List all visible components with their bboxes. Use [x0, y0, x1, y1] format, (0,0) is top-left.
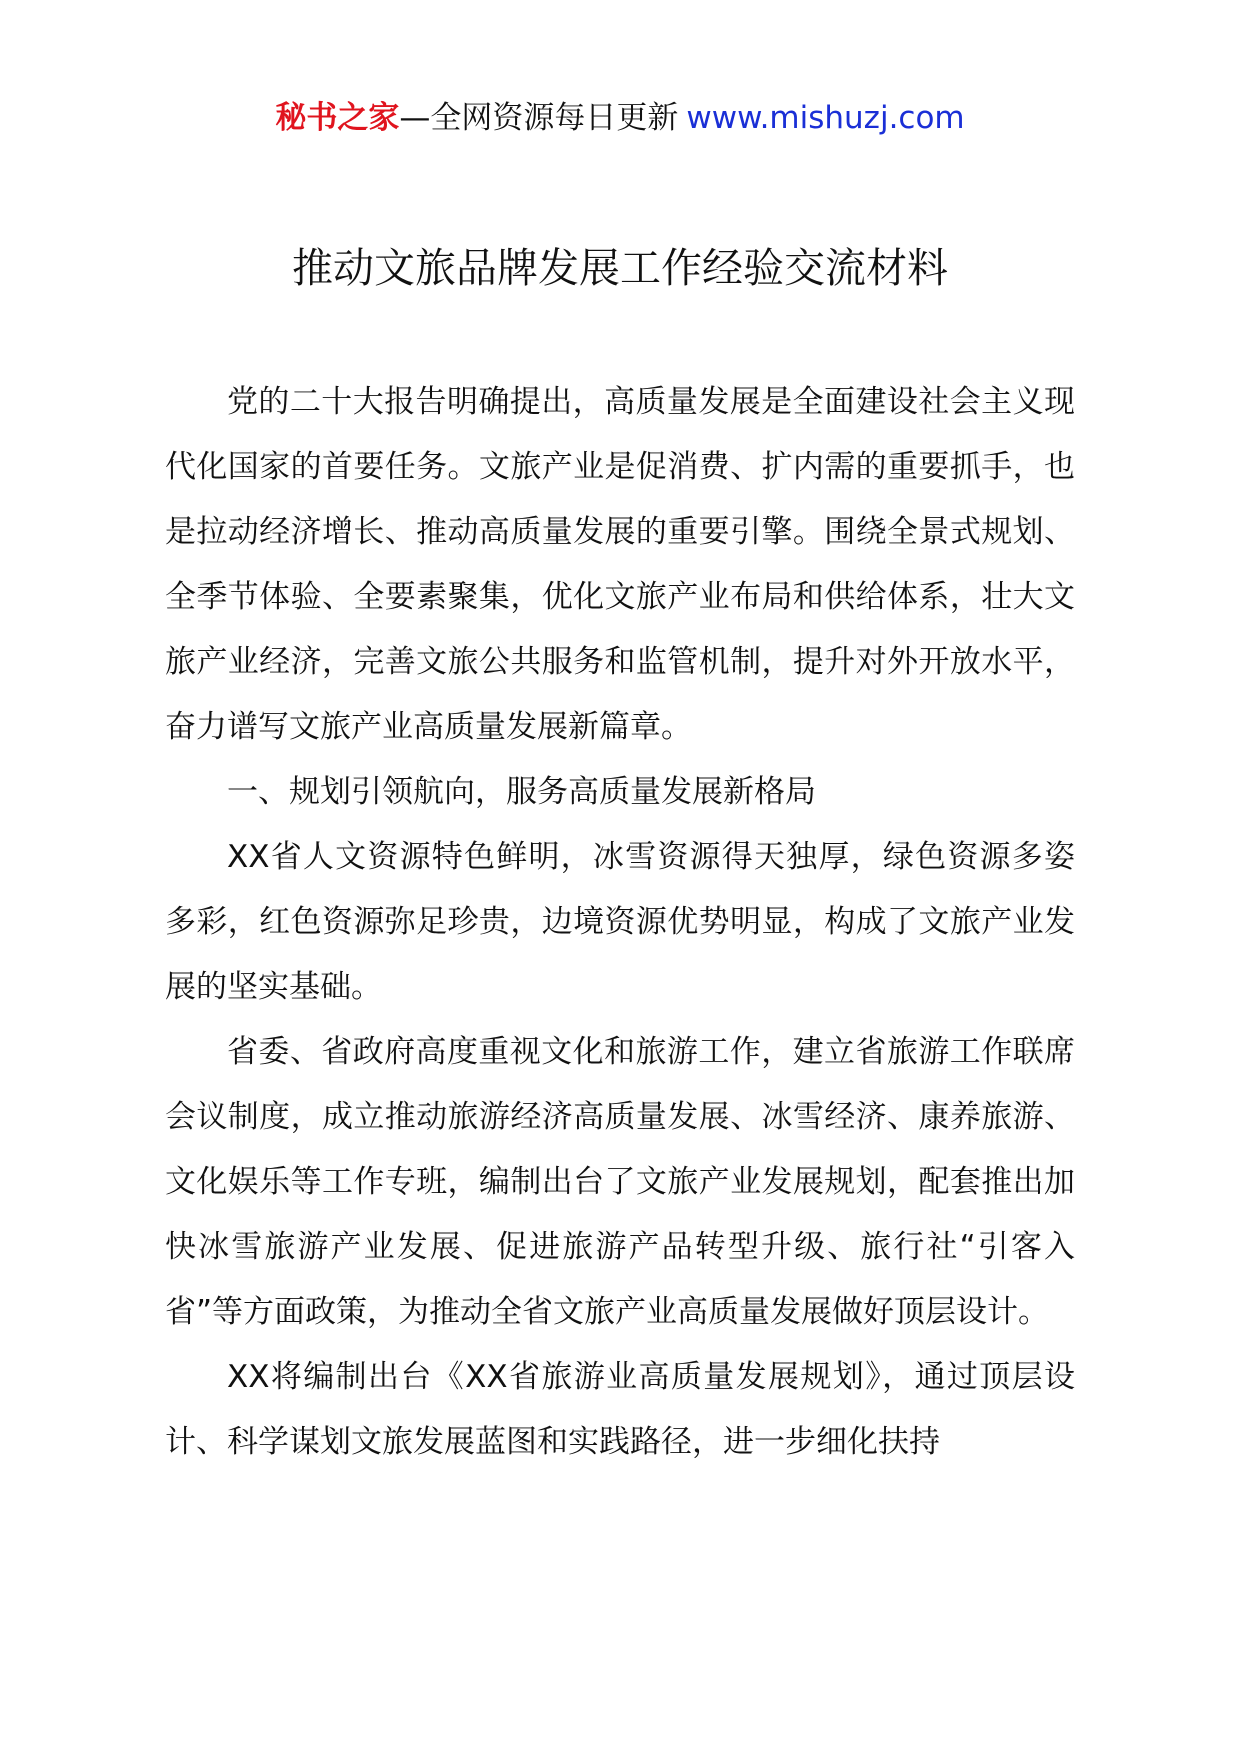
document-body [165, 370, 1075, 1475]
site-header-banner [0, 98, 1240, 138]
paragraph-resources: XX省人文资源特色鲜明，冰雪资源得天独厚，绿色资源多姿多彩，红色资源弥足珍贵，边境资源优势明显，构成了文旅产业发展的坚实基础。 [165, 839, 1075, 1005]
paragraph-plan: XX将编制出台《XX省旅游业高质量发展规划》，通过顶层设计、科学谋划文旅发展蓝图和实践路径，进一步细化扶持 [165, 1359, 1075, 1460]
site-slogan: —全网资源每日更新 [399, 100, 679, 136]
site-url-link[interactable]: www.mishuzj.com [686, 100, 965, 136]
section-heading-1: 一、规划引领航向，服务高质量发展新格局 [227, 774, 816, 810]
document-title: 推动文旅品牌发展工作经验交流材料 [292, 244, 948, 292]
brand-name: 秘书之家 [275, 100, 400, 136]
paragraph-intro: 党的二十大报告明确提出，高质量发展是全面建设社会主义现代化国家的首要任务。文旅产业是促消费、扩内需的重要抓手，也是拉动经济增长、推动高质量发展的重要引擎。围绕全景式规划、全季节体验、全要素聚集，优化文旅产业布局和供给体系，壮大文旅产业经济，完善文旅公共服务和监管机制，提升对外开放水平，奋力谱写文旅产业高质量发展新篇章。 [165, 384, 1075, 745]
paragraph-policy: 省委、省政府高度重视文化和旅游工作，建立省旅游工作联席会议制度，成立推动旅游经济高质量发展、冰雪经济、康养旅游、文化娱乐等工作专班，编制出台了文旅产业发展规划，配套推出加快冰雪旅游产业发展、促进旅游产品转型升级、旅行社“引客入省”等方面政策，为推动全省文旅产业高质量发展做好顶层设计。 [165, 1034, 1075, 1330]
